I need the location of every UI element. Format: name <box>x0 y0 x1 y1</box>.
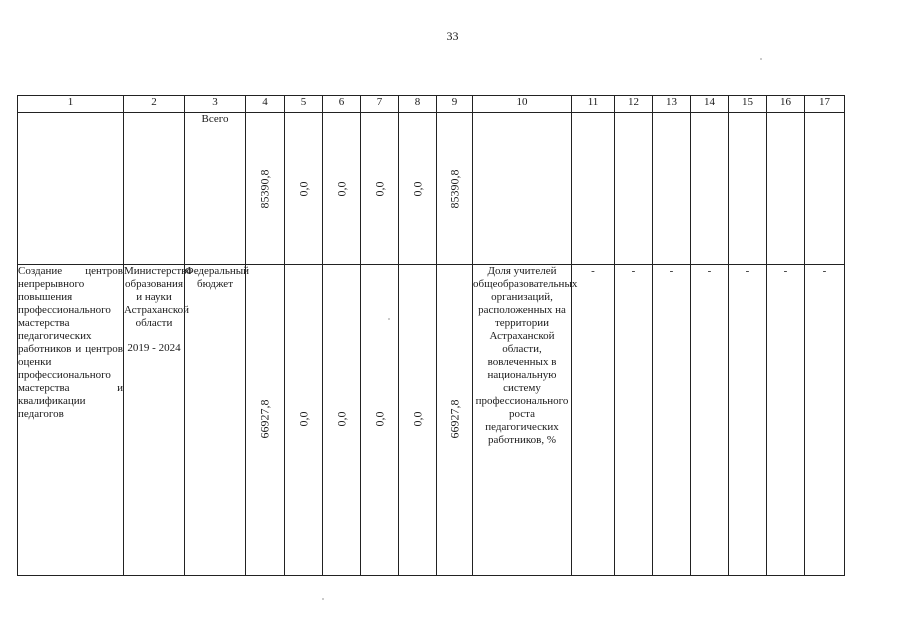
total-amount: 0,0 <box>296 181 310 197</box>
column-number: 16 <box>767 96 805 113</box>
column-number: 5 <box>285 96 323 113</box>
target-value: - <box>805 265 845 576</box>
column-number: 9 <box>437 96 473 113</box>
funding-source: Федеральный бюджет <box>185 265 246 576</box>
scan-speck <box>322 598 324 600</box>
column-number: 10 <box>473 96 572 113</box>
empty-cell <box>805 113 845 265</box>
measure-amount: 0,0 <box>296 411 310 427</box>
empty-cell <box>615 113 653 265</box>
column-number: 11 <box>572 96 615 113</box>
measure-name: Создание центров непрерывного повышения профессионального мастерства педагогических работников и центров оценки профессионального мастерства и квалификации педагогов <box>18 265 124 576</box>
column-number: 13 <box>653 96 691 113</box>
column-number: 17 <box>805 96 845 113</box>
column-number: 6 <box>323 96 361 113</box>
column-number: 4 <box>246 96 285 113</box>
target-value: - <box>572 265 615 576</box>
column-number: 1 <box>18 96 124 113</box>
header-row <box>18 96 845 113</box>
column-number: 15 <box>729 96 767 113</box>
measure-row <box>18 265 845 576</box>
empty-cell <box>124 113 185 265</box>
target-value: - <box>729 265 767 576</box>
column-number: 14 <box>691 96 729 113</box>
total-row <box>18 113 845 265</box>
empty-cell <box>18 113 124 265</box>
empty-cell <box>572 113 615 265</box>
empty-cell <box>767 113 805 265</box>
column-number: 8 <box>399 96 437 113</box>
measure-amount: 66927,8 <box>257 399 272 439</box>
indicator-text: Доля учителей общеобразовательных организаций, расположенных на территории Астраханской области, вовлеченных в национальную систему профессионального роста педагогических работников, % <box>473 265 572 576</box>
measure-amount: 66927,8 <box>447 399 461 439</box>
column-number: 3 <box>185 96 246 113</box>
empty-cell <box>729 113 767 265</box>
executor-name: Министерство образования и науки Астраханской области <box>124 265 192 329</box>
column-number: 2 <box>124 96 185 113</box>
empty-cell <box>653 113 691 265</box>
total-amount: 0,0 <box>334 181 348 197</box>
target-value: - <box>767 265 805 576</box>
total-amount: 0,0 <box>410 181 424 197</box>
target-value: - <box>615 265 653 576</box>
program-table <box>17 95 845 576</box>
scan-speck <box>388 318 390 320</box>
empty-cell <box>691 113 729 265</box>
target-value: - <box>653 265 691 576</box>
measure-amount: 0,0 <box>372 411 386 427</box>
measure-amount: 0,0 <box>334 411 348 427</box>
total-amount: 85390,8 <box>257 169 272 209</box>
implementation-period: 2019 - 2024 <box>127 342 181 354</box>
target-value: - <box>691 265 729 576</box>
measure-amount: 0,0 <box>410 411 424 427</box>
column-number: 12 <box>615 96 653 113</box>
column-number: 7 <box>361 96 399 113</box>
funding-source-total: Всего <box>185 113 246 265</box>
page-number: 33 <box>446 29 459 43</box>
empty-cell <box>473 113 572 265</box>
scan-speck <box>760 58 762 60</box>
total-amount: 0,0 <box>372 181 386 197</box>
total-amount: 85390,8 <box>447 169 461 209</box>
